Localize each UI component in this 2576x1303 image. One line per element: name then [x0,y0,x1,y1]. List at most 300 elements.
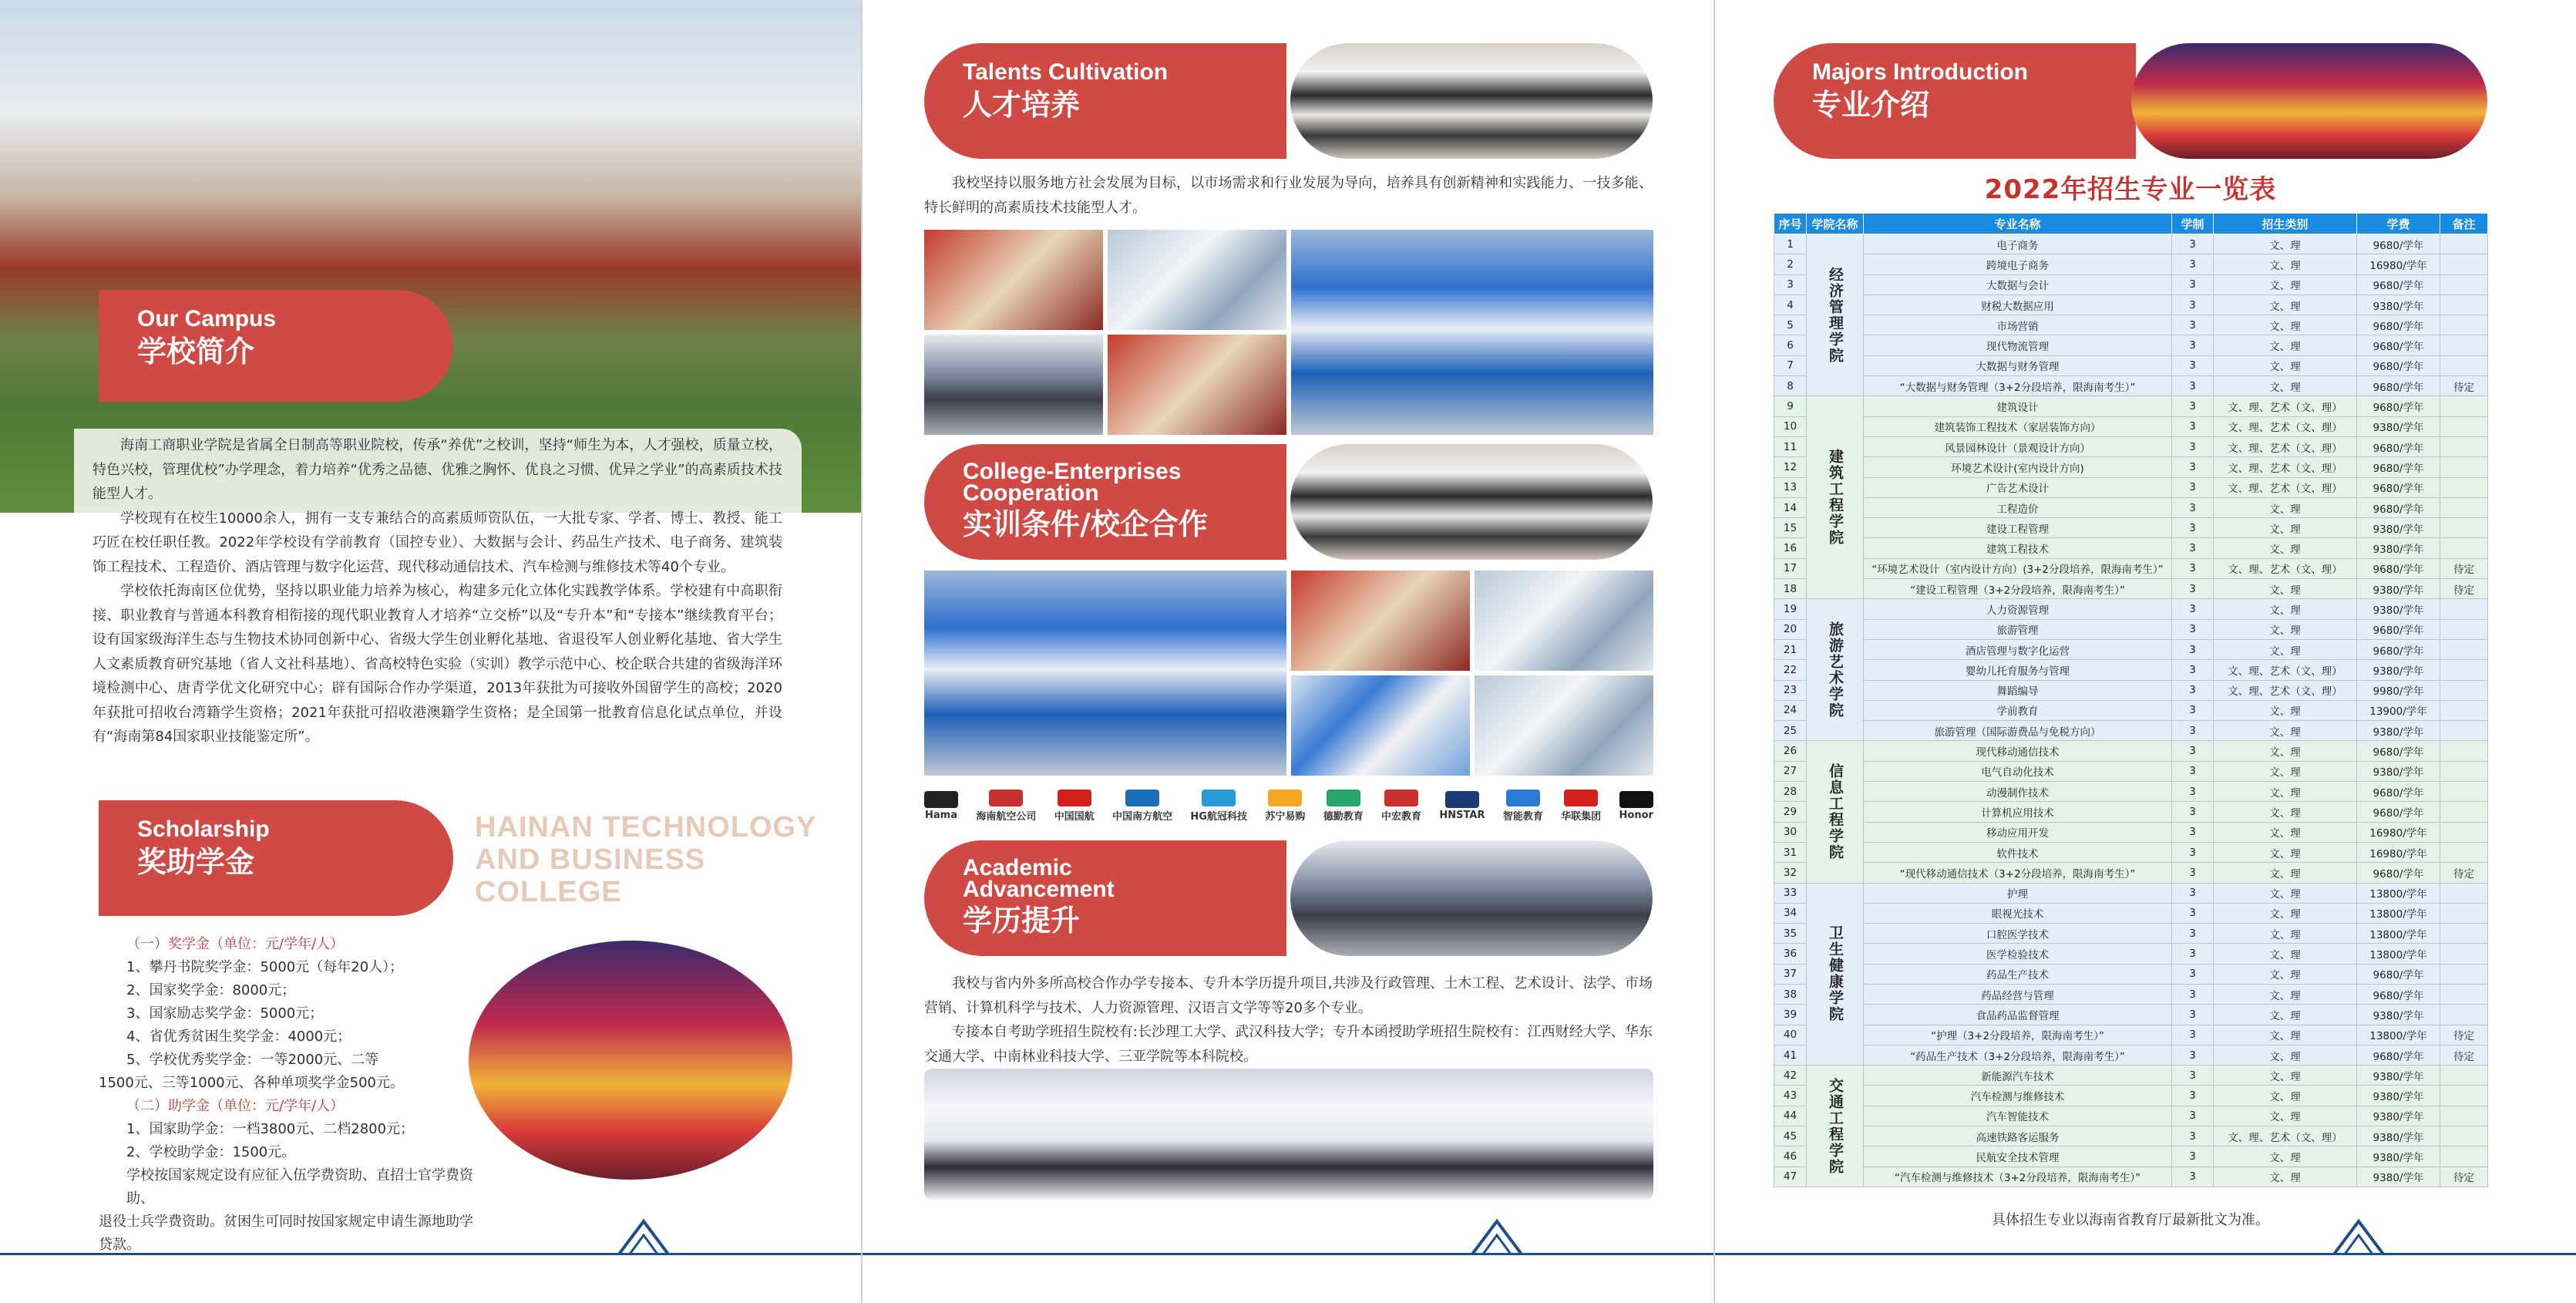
partner-logo-4 [1112,790,1172,823]
cell-tuition: 9380/学年 [2357,538,2440,558]
partner-logo-text-10: 智能教育 [1502,810,1543,823]
cell-duration: 3 [2172,964,2214,984]
cell-tuition: 9680/学年 [2357,335,2440,355]
cell-note: 待定 [2440,579,2488,599]
cell-note [2440,1086,2488,1106]
cell-index: 33 [1774,883,1807,903]
table-row [1774,477,2488,497]
cell-note [2440,396,2488,416]
cell-category: 文、理 [2214,883,2357,903]
cell-major: 风景园林设计（景观设计方向） [1864,436,2172,456]
cell-category: 文、理 [2214,1025,2357,1045]
cell-major: 食品药品监督管理 [1864,1005,2172,1025]
cell-index: 23 [1774,680,1807,700]
table-row [1774,639,2488,659]
cell-duration: 3 [2172,376,2214,396]
training-photo-2 [1475,571,1653,671]
cell-note [2440,1066,2488,1086]
logo-mark-1 [924,791,958,808]
cell-note [2440,497,2488,517]
cell-category: 文、理 [2214,497,2357,517]
cell-duration: 3 [2172,295,2214,315]
cell-note [2440,518,2488,538]
cell-note [2440,660,2488,680]
table-row [1774,1066,2488,1086]
cell-college: 卫生健康学院 [1807,883,1864,1066]
table-row [1774,863,2488,883]
cell-index: 45 [1774,1126,1807,1146]
partnership-ceremony-photo [924,571,1286,776]
cell-category: 文、理 [2214,964,2357,984]
partner-logos [924,786,1653,825]
scholarship-ceremony-photo [469,941,792,1180]
cell-tuition: 9380/学年 [2357,1167,2440,1187]
logo-mark-2 [989,790,1023,806]
cell-tuition: 13800/学年 [2357,944,2440,964]
cell-index: 38 [1774,984,1807,1004]
cell-duration: 3 [2172,802,2214,822]
cell-major: 建筑工程技术 [1864,538,2172,558]
talents-photo-4 [1108,335,1286,435]
cell-note [2440,639,2488,659]
bottom-rule-mid [863,1253,1715,1255]
cell-tuition: 9680/学年 [2357,558,2440,578]
table-row [1774,984,2488,1004]
table-row [1774,355,2488,375]
logo-mark-3 [1058,790,1091,806]
majors-heading [1774,43,2136,159]
campus-heading [99,290,453,402]
cell-category: 文、理 [2214,376,2357,396]
cell-index: 30 [1774,822,1807,842]
cell-duration: 3 [2172,396,2214,416]
cell-note [2440,842,2488,862]
cell-note [2440,964,2488,984]
cell-index: 37 [1774,964,1807,984]
cell-tuition: 9380/学年 [2357,660,2440,680]
majors-heading-zh: 专业介绍 [1812,88,1930,122]
cell-duration: 3 [2172,1106,2214,1126]
table-row [1774,822,2488,842]
cell-duration: 3 [2172,234,2214,254]
cell-major: 学前教育 [1864,700,2172,720]
logo-mark-8 [1384,790,1418,806]
cell-category: 文、理 [2214,295,2357,315]
table-row [1774,619,2488,639]
cell-note [2440,822,2488,842]
cell-major: “建设工程管理（3+2分段培养，限海南考生）” [1864,579,2172,599]
campus-intro-text [92,433,782,749]
cell-note [2440,680,2488,700]
cell-duration: 3 [2172,741,2214,761]
training-photo-1 [1291,571,1470,671]
cell-index: 28 [1774,782,1807,802]
cell-major: 现代物流管理 [1864,335,2172,355]
tuition-aid-line-1: 学校按国家规定设有应征入伍学费资助、直招士官学费资助、 [126,1167,473,1207]
cell-duration: 3 [2172,863,2214,883]
cell-duration: 3 [2172,944,2214,964]
table-row [1774,1126,2488,1146]
cell-note [2440,335,2488,355]
panel-majors [1715,0,2576,1303]
cell-note [2440,599,2488,619]
table-row [1774,1086,2488,1106]
partner-logo-text-6: 苏宁易购 [1265,810,1306,823]
talents-group-photo [1290,43,1653,159]
partner-logo-1 [924,791,958,821]
cell-index: 13 [1774,477,1807,497]
cell-index: 3 [1774,274,1807,295]
cell-category: 文、理、艺术（文、理） [2214,660,2357,680]
table-row [1774,396,2488,416]
cell-category: 文、理 [2214,1146,2357,1167]
cell-category: 文、理 [2214,335,2357,355]
scholarship-heading-zh: 奖助学金 [137,845,255,879]
cell-note [2440,1005,2488,1025]
cell-category: 文、理 [2214,782,2357,802]
cell-tuition: 9380/学年 [2357,295,2440,315]
cell-category: 文、理 [2214,599,2357,619]
cell-major: “现代移动通信技术（3+2分段培养，限海南考生）” [1864,863,2172,883]
cell-index: 19 [1774,599,1807,619]
cell-category: 文、理、艺术（文、理） [2214,1126,2357,1146]
college-name-line-3: COLLEGE [475,876,622,908]
cell-index: 9 [1774,396,1807,416]
cell-category: 文、理 [2214,1045,2357,1065]
cell-duration: 3 [2172,1126,2214,1146]
campus-paragraph-1: 海南工商职业学院是省属全日制高等职业院校，传承“养优”之校训，坚持“师生为本，人才强校，质量立校，特色兴校，管理优校”办学理念，着力培养“优秀之品德、优雅之胸怀、优良之习惯、优异之学业”的高素质技术技能型人才。 [92,437,782,502]
cell-duration: 3 [2172,538,2214,558]
cell-index: 44 [1774,1106,1807,1126]
logo-mark-7 [1327,790,1360,806]
cell-duration: 3 [2172,274,2214,295]
cell-category: 文、理、艺术（文、理） [2214,558,2357,578]
cell-note: 待定 [2440,1045,2488,1065]
cell-major: 汽车智能技术 [1864,1106,2172,1126]
cell-index: 22 [1774,660,1807,680]
cell-index: 15 [1774,518,1807,538]
cell-category: 文、理 [2214,700,2357,720]
cell-note [2440,721,2488,741]
cell-note [2440,944,2488,964]
cell-note [2440,1126,2488,1146]
scholarship-heading [99,800,453,916]
cell-major: 新能源汽车技术 [1864,1066,2172,1086]
table-row [1774,903,2488,923]
cell-duration: 3 [2172,1045,2214,1065]
logo-mark-10 [1506,790,1540,806]
cell-major: 旅游管理（国际游费品与免税方向） [1864,721,2172,741]
cell-duration: 3 [2172,700,2214,720]
scholarship-head-1: （一）奖学金（单位：元/学年/人） [126,936,345,952]
partner-logo-text-9: HNSTAR [1439,809,1485,821]
cell-index: 4 [1774,295,1807,315]
cell-duration: 3 [2172,579,2214,599]
cell-index: 27 [1774,761,1807,781]
cell-index: 16 [1774,538,1807,558]
cell-major: 软件技术 [1864,842,2172,862]
table-row [1774,416,2488,436]
cell-duration: 3 [2172,639,2214,659]
cell-major: 电气自动化技术 [1864,761,2172,781]
training-photo-3 [1291,675,1470,776]
header-duration: 学制 [2172,214,2214,234]
cell-note [2440,984,2488,1004]
cell-duration: 3 [2172,883,2214,903]
cell-category: 文、理 [2214,355,2357,375]
talents-photo-3 [924,335,1103,435]
cell-category: 文、理 [2214,1005,2357,1025]
cell-note [2440,315,2488,335]
cell-major: 计算机应用技术 [1864,802,2172,822]
cell-index: 41 [1774,1045,1807,1065]
cell-tuition: 9380/学年 [2357,1066,2440,1086]
cell-tuition: 9380/学年 [2357,416,2440,436]
header-college: 学院名称 [1807,214,1864,234]
cell-category: 文、理 [2214,822,2357,842]
cell-major: 建设工程管理 [1864,518,2172,538]
cell-tuition: 16980/学年 [2357,822,2440,842]
cell-note: 待定 [2440,558,2488,578]
cell-major: 婴幼儿托育服务与管理 [1864,660,2172,680]
college-name-line-2: AND BUSINESS [475,843,706,876]
partner-logo-5 [1190,790,1247,823]
cell-note [2440,234,2488,254]
table-row [1774,782,2488,802]
academic-heading-en-2: Advancement [963,877,1115,902]
cell-category: 文、理 [2214,579,2357,599]
talents-paragraph: 我校坚持以服务地方社会发展为目标，以市场需求和行业发展为导向，培养具有创新精神和实践能力、一技多能、特长鲜明的高素质技术技能型人才。 [924,175,1653,216]
grant-item-2: 2、学校助学金：1500元。 [126,1144,296,1160]
cell-tuition: 9680/学年 [2357,436,2440,456]
partner-logo-text-5: HG航冠科技 [1190,810,1247,823]
cell-index: 2 [1774,254,1807,274]
cell-note [2440,538,2488,558]
cell-tuition: 13800/学年 [2357,1025,2440,1045]
cell-note [2440,274,2488,295]
table-row [1774,315,2488,335]
cell-note: 待定 [2440,863,2488,883]
cell-category: 文、理 [2214,1066,2357,1086]
cell-index: 34 [1774,903,1807,923]
partner-logo-text-2: 海南航空公司 [976,810,1037,823]
campus-paragraph-2: 学校现有在校生10000余人，拥有一支专兼结合的高素质师资队伍，一大批专家、学者、博士、教授、能工巧匠在校任职任教。2022年学校设有学前教育（国控专业）、大数据与会计、药品生产技术、电子商务、建筑装饰工程技术、工程造价、酒店管理与数字化运营、现代移动通信技术、汽车检测与维修技术等40个专业。 [92,510,782,575]
cooperation-signing-photo [1290,444,1653,560]
cell-duration: 3 [2172,1146,2214,1167]
cell-tuition: 16980/学年 [2357,842,2440,862]
academic-text [924,971,1653,1069]
cell-major: 市场营销 [1864,315,2172,335]
cell-tuition: 9380/学年 [2357,518,2440,538]
cell-major: 动漫制作技术 [1864,782,2172,802]
cell-major: 眼视光技术 [1864,903,2172,923]
cell-duration: 3 [2172,680,2214,700]
cell-index: 5 [1774,315,1807,335]
majors-heading-en: Majors Introduction [1812,59,2028,85]
college-name-line-1: HAINAN TECHNOLOGY [475,811,817,843]
table-row [1774,599,2488,619]
cell-duration: 3 [2172,558,2214,578]
cell-duration: 3 [2172,254,2214,274]
cell-category: 文、理 [2214,538,2357,558]
table-row [1774,518,2488,538]
cell-tuition: 9680/学年 [2357,1045,2440,1065]
bottom-rule-right [1715,1253,2576,1255]
table-row [1774,1005,2488,1025]
cell-index: 20 [1774,619,1807,639]
partner-logo-text-12: Honor [1619,809,1653,821]
logo-mark-6 [1268,790,1302,806]
cell-note [2440,355,2488,375]
cell-index: 47 [1774,1167,1807,1187]
table-row [1774,842,2488,862]
cell-major: 移动应用开发 [1864,822,2172,842]
academic-heading-zh: 学历提升 [963,904,1081,938]
cell-category: 文、理 [2214,274,2357,295]
cell-note [2440,254,2488,274]
partner-logo-text-8: 中宏教育 [1381,810,1422,823]
grant-item-1: 1、国家助学金：一档3800元、二档2800元； [126,1121,415,1137]
cell-index: 7 [1774,355,1807,375]
cell-note [2440,436,2488,456]
cell-index: 17 [1774,558,1807,578]
campus-heading-en: Our Campus [137,306,277,332]
cell-major: “护理（3+2分段培养，限海南考生）” [1864,1025,2172,1045]
table-row [1774,1045,2488,1065]
cell-duration: 3 [2172,599,2214,619]
talents-photo-2 [1108,230,1286,330]
cell-major: 护理 [1864,883,2172,903]
logo-mark-9 [1445,791,1479,808]
cell-major: 大数据与财务管理 [1864,355,2172,375]
cell-college: 交通工程学院 [1807,1066,1864,1187]
cell-tuition: 9680/学年 [2357,315,2440,335]
table-row [1774,802,2488,822]
cell-tuition: 9380/学年 [2357,1005,2440,1025]
cell-college: 经济管理学院 [1807,234,1864,396]
bottom-rule-left [0,1253,861,1255]
cell-tuition: 9380/学年 [2357,1126,2440,1146]
partner-logo-text-11: 华联集团 [1561,810,1602,823]
cell-duration: 3 [2172,984,2214,1004]
cell-tuition: 9380/学年 [2357,721,2440,741]
cell-index: 6 [1774,335,1807,355]
cell-note [2440,1106,2488,1126]
table-row [1774,1106,2488,1126]
cell-category: 文、理 [2214,842,2357,862]
cell-index: 32 [1774,863,1807,883]
competition-team-photo [1291,230,1653,435]
table-row [1774,558,2488,578]
academic-graduates-photo [1290,840,1653,956]
table-row [1774,680,2488,700]
cell-tuition: 9680/学年 [2357,984,2440,1004]
table-row [1774,924,2488,944]
cell-duration: 3 [2172,842,2214,862]
cell-major: 财税大数据应用 [1864,295,2172,315]
cell-duration: 3 [2172,1005,2214,1025]
cell-index: 31 [1774,842,1807,862]
cooperation-heading [924,444,1286,560]
cell-category: 文、理 [2214,721,2357,741]
cell-note [2440,619,2488,639]
cell-note [2440,295,2488,315]
cell-college: 旅游艺术学院 [1807,599,1864,741]
nursing-students-photo [924,1069,1653,1200]
cell-index: 11 [1774,436,1807,456]
cell-major: “药品生产技术（3+2分段培养，限海南考生）” [1864,1045,2172,1065]
cell-category: 文、理、艺术（文、理） [2214,436,2357,456]
table-row [1774,274,2488,295]
cell-category: 文、理 [2214,315,2357,335]
cell-note [2440,883,2488,903]
cell-category: 文、理、艺术（文、理） [2214,457,2357,477]
partner-logo-7 [1323,790,1364,823]
training-photo-4 [1475,675,1653,776]
cell-college: 信息工程学院 [1807,741,1864,883]
table-row [1774,660,2488,680]
cell-tuition: 9680/学年 [2357,741,2440,761]
table-row [1774,1025,2488,1045]
cell-major: 民航安全技术管理 [1864,1146,2172,1167]
cell-category: 文、理、艺术（文、理） [2214,396,2357,416]
cell-major: 广告艺术设计 [1864,477,2172,497]
cell-category: 文、理、艺术（文、理） [2214,416,2357,436]
cell-note [2440,903,2488,923]
peak-ornament-right [2332,1217,2386,1255]
cell-major: “大数据与财务管理（3+2分段培养，限海南考生）” [1864,376,2172,396]
table-row [1774,721,2488,741]
cell-tuition: 13800/学年 [2357,883,2440,903]
cell-major: 酒店管理与数字化运营 [1864,639,2172,659]
cell-major: 口腔医学技术 [1864,924,2172,944]
table-row [1774,376,2488,396]
cell-note: 待定 [2440,376,2488,396]
cell-tuition: 9380/学年 [2357,599,2440,619]
cell-tuition: 9680/学年 [2357,802,2440,822]
cell-duration: 3 [2172,335,2214,355]
cell-tuition: 9380/学年 [2357,1106,2440,1126]
campus-heading-zh: 学校简介 [137,335,255,369]
partner-logo-10 [1503,790,1543,823]
academic-paragraph-2: 专接本自考助学班招生院校有:长沙理工大学、武汉科技大学；专升本函授助学班招生院校有：江西财经大学、华东交通大学、中南林业科技大学、三亚学院等本科院校。 [924,1024,1653,1065]
table-row [1774,295,2488,315]
cell-major: 医学检验技术 [1864,944,2172,964]
partner-logo-2 [976,790,1036,823]
scholarship-list [99,933,476,1257]
cell-note: 待定 [2440,1025,2488,1045]
table-row [1774,741,2488,761]
cell-note [2440,1146,2488,1167]
cell-major: 工程造价 [1864,497,2172,517]
skills-contest-photo [2131,43,2487,159]
cell-major: 大数据与会计 [1864,274,2172,295]
cell-category: 文、理 [2214,639,2357,659]
cell-major: 建筑设计 [1864,396,2172,416]
majors-table-body [1774,234,2488,1187]
cell-note [2440,477,2488,497]
cell-note [2440,741,2488,761]
cell-category: 文、理 [2214,619,2357,639]
cell-category: 文、理 [2214,944,2357,964]
cell-category: 文、理 [2214,802,2357,822]
cell-category: 文、理 [2214,903,2357,923]
cell-tuition: 9680/学年 [2357,457,2440,477]
cell-major: 高速铁路客运服务 [1864,1126,2172,1146]
cell-tuition: 9680/学年 [2357,355,2440,375]
scholarship-item-5-wrap: 1500元、三等1000元、各种单项奖学金500元。 [99,1075,404,1091]
cell-tuition: 9680/学年 [2357,376,2440,396]
